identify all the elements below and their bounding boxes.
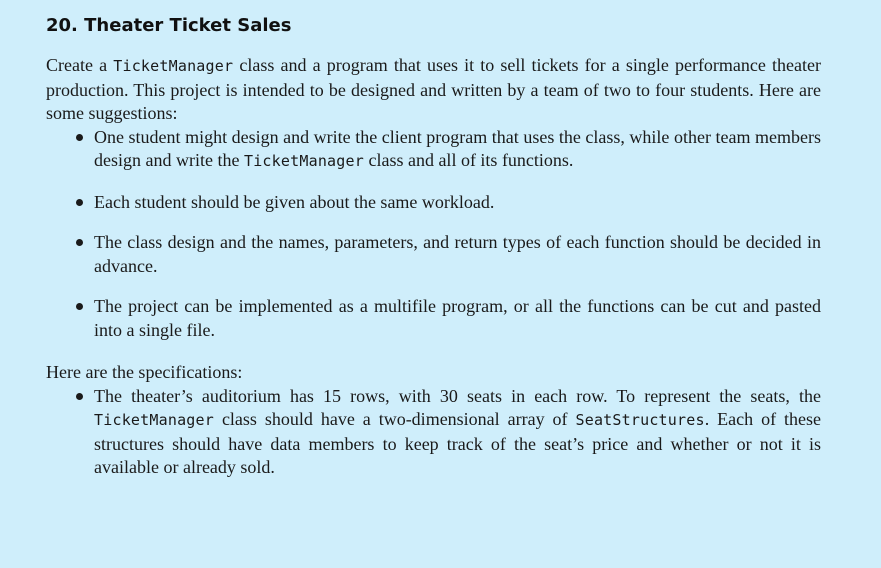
- specification-text: class should have a two-dimensional array of: [214, 409, 576, 429]
- intro-text-start: Create a: [46, 55, 114, 75]
- suggestion-text: The class design and the names, parameters, and return types of each function should be decided in advance.: [94, 232, 821, 276]
- suggestion-text: One student might design and write the client program that uses the class, while other team members design and write the: [94, 126, 821, 170]
- intro-text-end: class and a program that uses it to sell tickets for a single performance theater production. This project is intended to be designed and written by a team of two to four students. Here are some suggestions:: [46, 55, 821, 123]
- intro-paragraph: [46, 54, 821, 126]
- code-seatstructures: SeatStructures: [575, 411, 705, 429]
- suggestion-item: [46, 126, 821, 174]
- bullet-icon: [76, 303, 83, 310]
- specification-text: The theater’s auditorium has 15 rows, with 30 seats in each row. To represent the seats, the: [94, 385, 821, 406]
- bullet-icon: [76, 239, 83, 246]
- suggestion-item: [46, 231, 821, 278]
- specifications-heading: Here are the specifications:: [46, 362, 243, 382]
- suggestion-text: The project can be implemented as a multifile program, or all the functions can be cut and pasted into a single file.: [94, 296, 821, 340]
- specifications-list: [46, 385, 821, 480]
- suggestion-item: [46, 191, 821, 215]
- bullet-icon: [76, 393, 83, 400]
- code-ticketmanager: TicketManager: [113, 57, 234, 75]
- specification-item: [46, 385, 821, 480]
- specification-text: . Each of these structures should have data members to keep track of the seat’s price and whether or not it is available or already sold.: [94, 409, 822, 477]
- suggestion-text: class and all of its functions.: [363, 150, 574, 170]
- section-title: 20. Theater Ticket Sales: [46, 15, 292, 36]
- suggestion-item: [46, 295, 821, 342]
- bullet-icon: [76, 134, 83, 141]
- code-ticketmanager: TicketManager: [243, 152, 364, 170]
- suggestion-text: Each student should be given about the same workload.: [94, 191, 495, 212]
- suggestions-list: [46, 126, 821, 343]
- code-ticketmanager: TicketManager: [94, 411, 214, 429]
- bullet-icon: [76, 199, 83, 206]
